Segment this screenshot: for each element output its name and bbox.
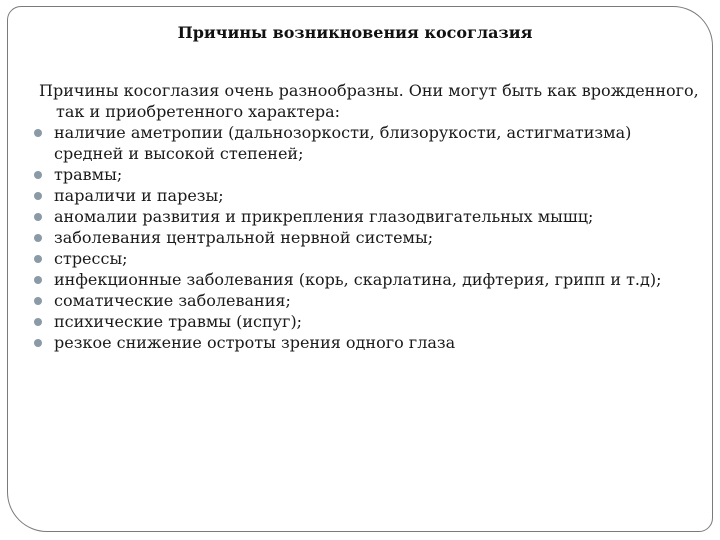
list-item [22, 164, 702, 185]
list-item-text: резкое снижение остроты зрения одного глаза [54, 333, 456, 352]
bullet-icon [34, 276, 42, 284]
bullet-icon [34, 339, 42, 347]
list-item [22, 206, 702, 227]
list-item-text: параличи и парезы; [54, 186, 224, 205]
list-item [22, 269, 702, 290]
list-item-text: травмы; [54, 165, 123, 184]
list-item [22, 122, 702, 164]
bullet-icon [34, 192, 42, 200]
bullet-icon [34, 234, 42, 242]
list-item-text: заболевания центральной нервной системы; [54, 228, 434, 247]
list-item [22, 332, 702, 353]
bullet-icon [34, 171, 42, 179]
causes-list [22, 122, 702, 353]
list-item-text: стрессы; [54, 249, 128, 268]
list-item [22, 311, 702, 332]
bullet-icon [34, 255, 42, 263]
list-item-text: наличие аметропии (дальнозоркости, близорукости, астигматизма) средней и высокой степеней; [54, 123, 632, 163]
bullet-icon [34, 318, 42, 326]
slide-title: Причины возникновения косоглазия [177, 23, 533, 42]
list-item [22, 227, 702, 248]
bullet-icon [34, 213, 42, 221]
bullet-icon [34, 129, 42, 137]
list-item-text: соматические заболевания; [54, 291, 291, 310]
list-item [22, 248, 702, 269]
bullet-icon [34, 297, 42, 305]
list-item [22, 290, 702, 311]
intro-paragraph: Причины косоглазия очень разнообразны. Они могут быть как врожденного, так и приобретенного характера: [39, 81, 699, 121]
slide-body [22, 80, 702, 353]
list-item-text: психические травмы (испуг); [54, 312, 303, 331]
list-item [22, 185, 702, 206]
list-item-text: инфекционные заболевания (корь, скарлатина, дифтерия, грипп и т.д); [54, 270, 662, 289]
list-item-text: аномалии развития и прикрепления глазодвигательных мышц; [54, 207, 594, 226]
